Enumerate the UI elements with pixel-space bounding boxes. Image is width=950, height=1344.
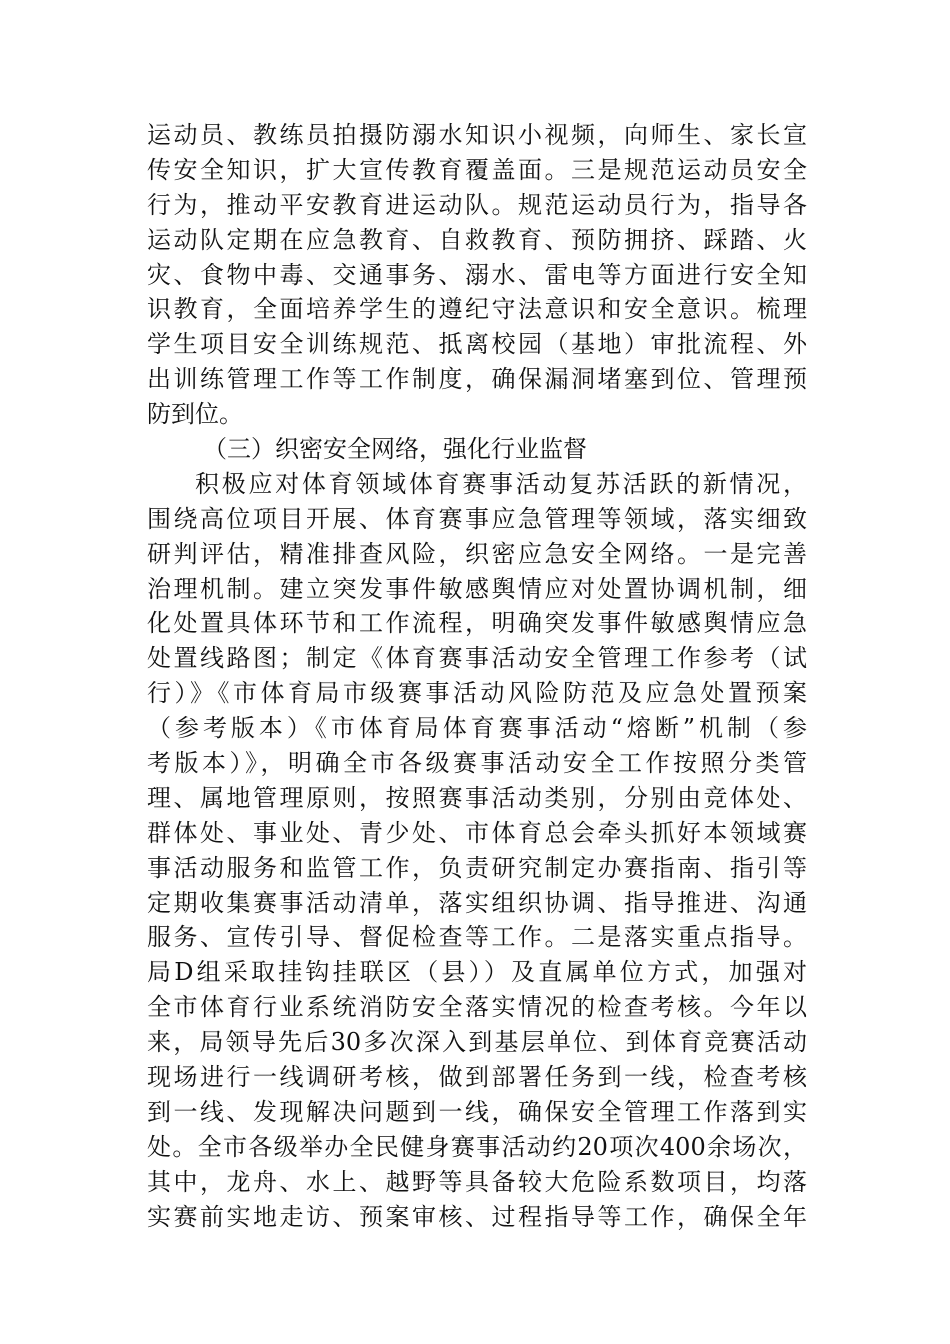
paragraph-line: 行为，推动平安教育进运动队。规范运动员行为，指导各 <box>147 190 807 219</box>
paragraph-line: 考版本）》，明确全市各级赛事活动安全工作按照分类管 <box>147 749 807 778</box>
paragraph-line: 事活动服务和监管工作，负责研究制定办赛指南、指引等 <box>147 853 807 882</box>
paragraph-line: 研判评估，精准排查风险，织密应急安全网络。一是完善 <box>147 539 807 568</box>
paragraph-line: （参考版本）《市体育局体育赛事活动“熔断”机制（参 <box>147 714 807 743</box>
paragraph-line: 现场进行一线调研考核，做到部署任务到一线，检查考核 <box>147 1063 807 1092</box>
paragraph-line: 到一线、发现解决问题到一线，确保安全管理工作落到实 <box>147 1097 807 1126</box>
paragraph-line: 处。全市各级举办全民健身赛事活动约20项次400余场次， <box>147 1132 807 1161</box>
paragraph-line: 积极应对体育领域体育赛事活动复苏活跃的新情况， <box>195 469 807 498</box>
paragraph-line: 传安全知识，扩大宣传教育覆盖面。三是规范运动员安全 <box>147 155 807 184</box>
paragraph-line: 处置线路图；制定《体育赛事活动安全管理工作参考（试 <box>147 644 807 673</box>
body-text <box>147 118 807 1235</box>
section-heading: （三）织密安全网络，强化行业监督 <box>203 435 587 464</box>
paragraph-line: 学生项目安全训练规范、抵离校园（基地）审批流程、外 <box>147 330 807 359</box>
paragraph-line: 理、属地管理原则，按照赛事活动类别，分别由竞体处、 <box>147 783 807 812</box>
paragraph-line: 出训练管理工作等工作制度，确保漏洞堵塞到位、管理预 <box>147 365 807 394</box>
paragraph-line: 其中，龙舟、水上、越野等具备较大危险系数项目，均落 <box>147 1167 807 1196</box>
paragraph-line: 全市体育行业系统消防安全落实情况的检查考核。今年以 <box>147 993 807 1022</box>
paragraph-line: 局D组采取挂钩挂联区（县））及直属单位方式，加强对 <box>147 958 807 987</box>
paragraph-line: 服务、宣传引导、督促检查等工作。二是落实重点指导。 <box>147 923 807 952</box>
paragraph-line: 行）》《市体育局市级赛事活动风险防范及应急处置预案 <box>147 679 807 708</box>
paragraph-line: 灾、食物中毒、交通事务、溺水、雷电等方面进行安全知 <box>147 260 807 289</box>
paragraph-line: 围绕高位项目开展、体育赛事应急管理等领域，落实细致 <box>147 504 807 533</box>
paragraph-line: 运动队定期在应急教育、自救教育、预防拥挤、踩踏、火 <box>147 225 807 254</box>
paragraph-line: 识教育，全面培养学生的遵纪守法意识和安全意识。梳理 <box>147 295 807 324</box>
paragraph-line: 来，局领导先后30多次深入到基层单位、到体育竞赛活动 <box>147 1028 807 1057</box>
paragraph-line: 群体处、事业处、青少处、市体育总会牵头抓好本领域赛 <box>147 818 807 847</box>
paragraph-line: 运动员、教练员拍摄防溺水知识小视频，向师生、家长宣 <box>147 121 807 149</box>
paragraph-line: 治理机制。建立突发事件敏感舆情应对处置协调机制，细 <box>147 574 807 603</box>
paragraph-line: 防到位。 <box>147 400 243 429</box>
paragraph-line: 实赛前实地走访、预案审核、过程指导等工作，确保全年 <box>147 1202 807 1231</box>
paragraph-line: 定期收集赛事活动清单，落实组织协调、指导推进、沟通 <box>147 888 807 917</box>
paragraph-line: 化处置具体环节和工作流程，明确突发事件敏感舆情应急 <box>147 609 807 638</box>
